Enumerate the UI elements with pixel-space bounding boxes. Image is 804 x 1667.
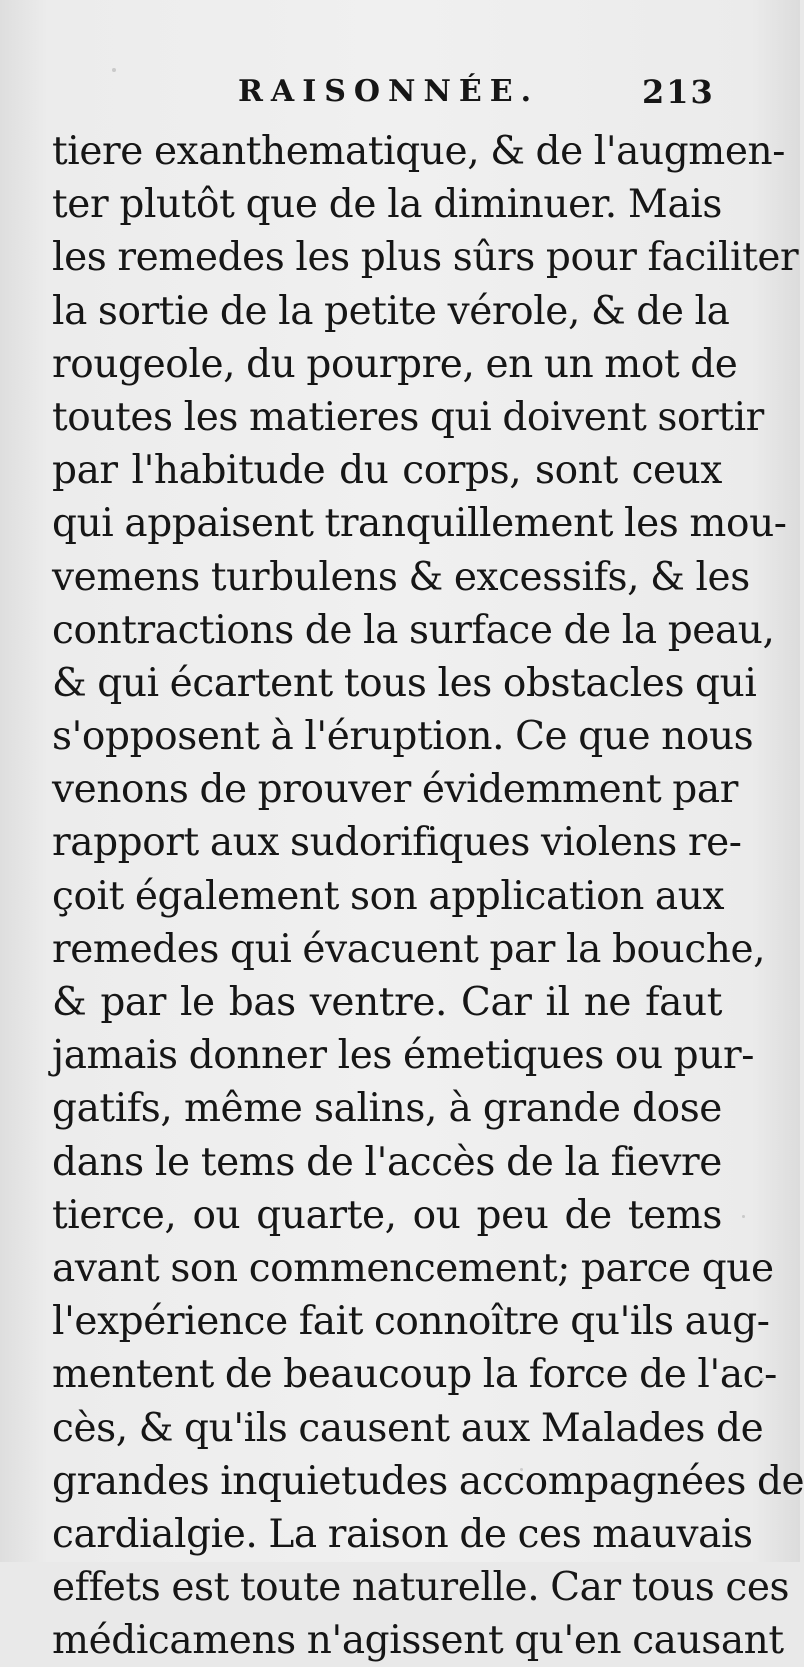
- text-line: l'expérience fait connoître qu'ils aug-: [52, 1299, 770, 1345]
- text-line: avant son commencement; parce que: [52, 1245, 774, 1291]
- text-line: s'opposent à l'éruption. Ce que nous: [52, 714, 754, 760]
- text-line: & qui écartent tous les obstacles qui: [52, 660, 757, 706]
- text-line: qui appaisent tranquillement les mou-: [52, 501, 787, 547]
- running-head: RAISONNÉE.: [238, 74, 540, 109]
- page-number: 213: [642, 73, 715, 111]
- text-line: cardialgie. La raison de ces mauvais: [52, 1511, 753, 1557]
- text-line: tierce, ou quarte, ou peu de tems: [52, 1192, 722, 1238]
- text-line: çoit également son application aux: [52, 873, 725, 919]
- text-line: cès, & qu'ils causent aux Malades de: [52, 1405, 764, 1451]
- paper-speck: [112, 68, 116, 72]
- text-line: contractions de la surface de la peau,: [52, 607, 775, 653]
- text-line: toutes les matieres qui doivent sortir: [52, 394, 764, 440]
- text-line: les remedes les plus sûrs pour faciliter: [52, 235, 799, 281]
- paper-speck: [742, 1215, 745, 1218]
- text-line: rougeole, du pourpre, en un mot de: [52, 341, 738, 387]
- text-line: remedes qui évacuent par la bouche,: [52, 926, 766, 972]
- text-line: par l'habitude du corps, sont ceux: [52, 448, 722, 494]
- paper-speck: [760, 1378, 764, 1381]
- text-line: médicamens n'agissent qu'en causant: [52, 1618, 784, 1664]
- text-line: tiere exanthematique, & de l'augmen-: [52, 129, 786, 174]
- body-text: [52, 125, 804, 1667]
- text-line: & par le bas ventre. Car il ne faut: [52, 980, 722, 1025]
- text-line: gatifs, même salins, à grande dose: [52, 1086, 722, 1132]
- paper-speck: [520, 1468, 523, 1471]
- text-line: rapport aux sudorifiques violens re-: [52, 820, 742, 866]
- text-line: grandes inquietudes accompagnées de: [52, 1458, 804, 1504]
- text-line: effets est toute naturelle. Car tous ces: [52, 1565, 790, 1611]
- text-line: mentent de beaucoup la force de l'ac-: [52, 1352, 777, 1398]
- text-line: ter plutôt que de la diminuer. Mais: [52, 182, 722, 228]
- text-line: jamais donner les émetiques ou pur-: [52, 1033, 754, 1079]
- page-header: [0, 72, 800, 122]
- text-line: vemens turbulens & excessifs, & les: [52, 554, 750, 600]
- text-line: dans le tems de l'accès de la fievre: [52, 1139, 722, 1185]
- text-line: venons de prouver évidemment par: [52, 767, 738, 813]
- text-line: la sortie de la petite vérole, & de la: [52, 288, 730, 334]
